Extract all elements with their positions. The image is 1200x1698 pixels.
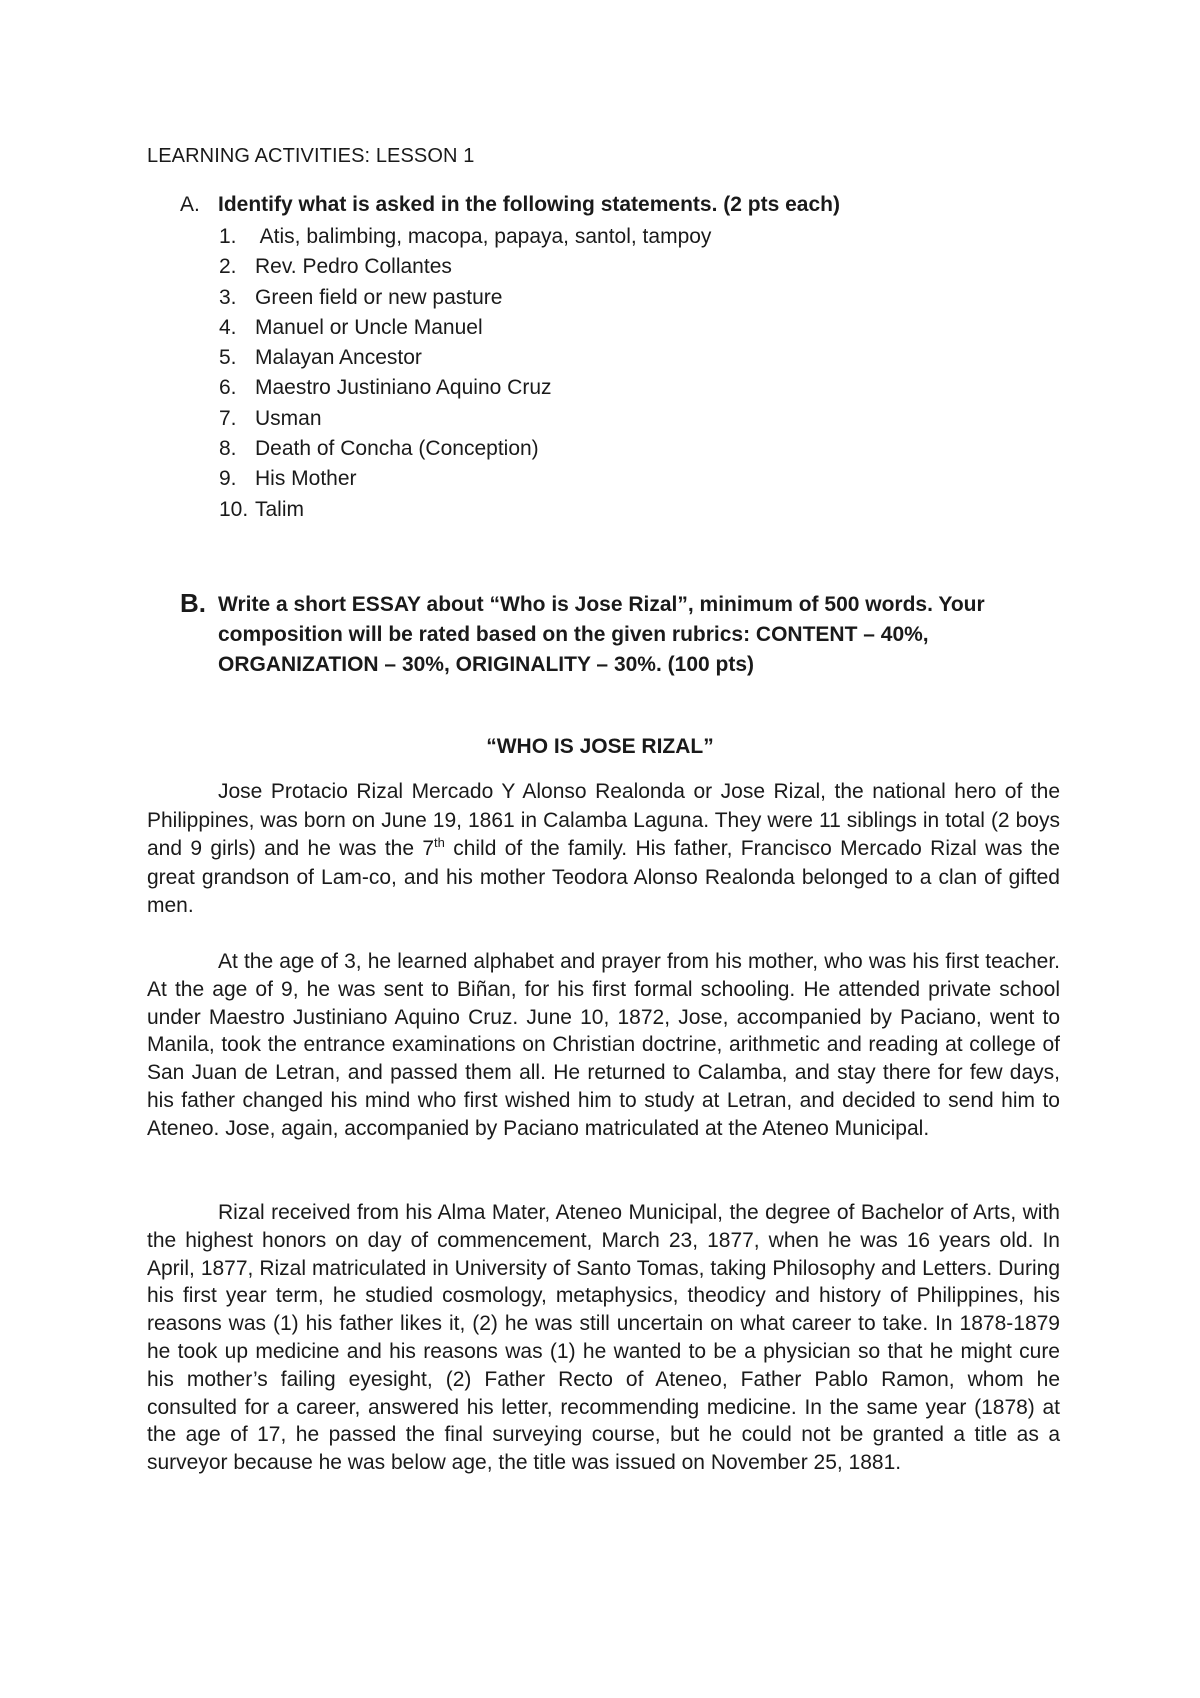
section-b-instruction-text: Write a short ESSAY about “Who is Jose Rizal”, minimum of 500 words. Your composition will be rated based on the given rubrics: CONTENT – 40%, ORGANIZATION – 30%, ORIGINALITY – 30%. (100 pts) (218, 593, 985, 676)
ordinal-suffix: th (434, 835, 445, 851)
essay-paragraph-3-text: Rizal received from his Alma Mater, Ateneo Municipal, the degree of Bachelor of Arts, with the highest honors on day of commencement, March 23, 1877, when he was 16 years old. In April, 1877, Rizal matriculated in University of Santo Tomas, taking Philosophy and Letters. During his first year term, he studied cosmology, metaphysics, theodicy and history of Philippines, his reasons was (1) his father likes it, (2) he was still uncertain on what career to take. In 1878-1879 he took up medicine and his reasons was (1) he wanted to be a physician so that he might cure his mother’s failing eyesight, (2) Father Recto of Ateneo, Father Pablo Ramon, whom he consulted for a career, answered his letter, recommending medicine. In the same year (1878) at the age of 17, he passed the final surveying course, but he could not be granted a title as a surveyor because he was below age, the title was issued on November 25, 1881. (147, 1201, 1060, 1475)
essay-paragraph-2 (147, 948, 1060, 1143)
list-item-number: 6. (219, 376, 237, 400)
essay-paragraph-3 (147, 1199, 1060, 1477)
section-a-letter: A. (180, 193, 200, 216)
section-a-instruction-text: Identify what is asked in the following statements. (2 pts each) (218, 193, 840, 216)
list-item-number: 8. (219, 437, 237, 461)
list-item-text: Death of Concha (Conception) (255, 437, 539, 461)
list-item-number: 9. (219, 467, 237, 491)
list-item (219, 464, 711, 494)
list-item-text: Manuel or Uncle Manuel (255, 315, 483, 339)
list-item (219, 283, 711, 313)
list-item (219, 313, 711, 343)
list-item-number: 4. (219, 315, 237, 339)
list-item-text: Rev. Pedro Collantes (255, 255, 452, 279)
section-b-letter: B. (180, 588, 206, 618)
list-item-text: His Mother (255, 467, 357, 491)
list-item (219, 373, 711, 403)
essay-paragraph-1-part-b: child of the family. His father, Francisco Mercado Rizal was the great grandson of Lam-co, and his mother Teodora Alonso Realonda belonged to a clan of gifted men. (147, 837, 1060, 918)
list-item (219, 343, 711, 373)
list-item-number: 3. (219, 285, 237, 309)
essay-paragraph-1-part-a: Jose Protacio Rizal Mercado Y Alonso Realonda or Jose Rizal, the national hero of the Philippines, was born on June 19, 1861 in Calamba Laguna. They were 11 siblings in total (2 boys and 9 girls) and he was the 7 (147, 780, 1060, 861)
list-item-number: 7. (219, 406, 237, 430)
list-item (219, 222, 711, 252)
essay-title: “WHO IS JOSE RIZAL” (486, 735, 714, 758)
section-b-instruction (180, 590, 1060, 680)
list-item-number: 2. (219, 255, 237, 279)
answer-list (219, 222, 711, 525)
list-item (219, 434, 711, 464)
list-item-text: Talim (255, 497, 305, 521)
section-a-instruction (180, 193, 1000, 217)
list-item (219, 252, 711, 282)
essay-paragraph-2-text: At the age of 3, he learned alphabet and prayer from his mother, who was his first teacher. At the age of 9, he was sent to Biñan, for his first formal schooling. He attended private school under Maestro Justiniano Aquino Cruz. June 10, 1872, Jose, accompanied by Paciano, went to Manila, took the entrance examinations on Christian doctrine, arithmetic and reading at college of San Juan de Letran, and passed them all. He returned to Calamba, and stay there for few days, his father changed his mind who first wished him to study at Letran, and decided to send him to Ateneo. Jose, again, accompanied by Paciano matriculated at the Ateneo Municipal. (147, 950, 1060, 1140)
page-heading: LEARNING ACTIVITIES: LESSON 1 (147, 145, 475, 167)
essay-paragraph-1 (147, 778, 1060, 921)
list-item-text: Usman (255, 406, 322, 430)
list-item-text: Maestro Justiniano Aquino Cruz (255, 376, 552, 400)
list-item-text: Green field or new pasture (255, 285, 503, 309)
list-item-number: 5. (219, 346, 237, 370)
list-item (219, 404, 711, 434)
list-item-text: Malayan Ancestor (255, 346, 422, 370)
list-item-number: 1. (219, 225, 237, 248)
list-item (219, 495, 711, 525)
list-item-number: 10. (219, 497, 249, 521)
list-item-text: Atis, balimbing, macopa, papaya, santol, tampoy (255, 225, 712, 248)
